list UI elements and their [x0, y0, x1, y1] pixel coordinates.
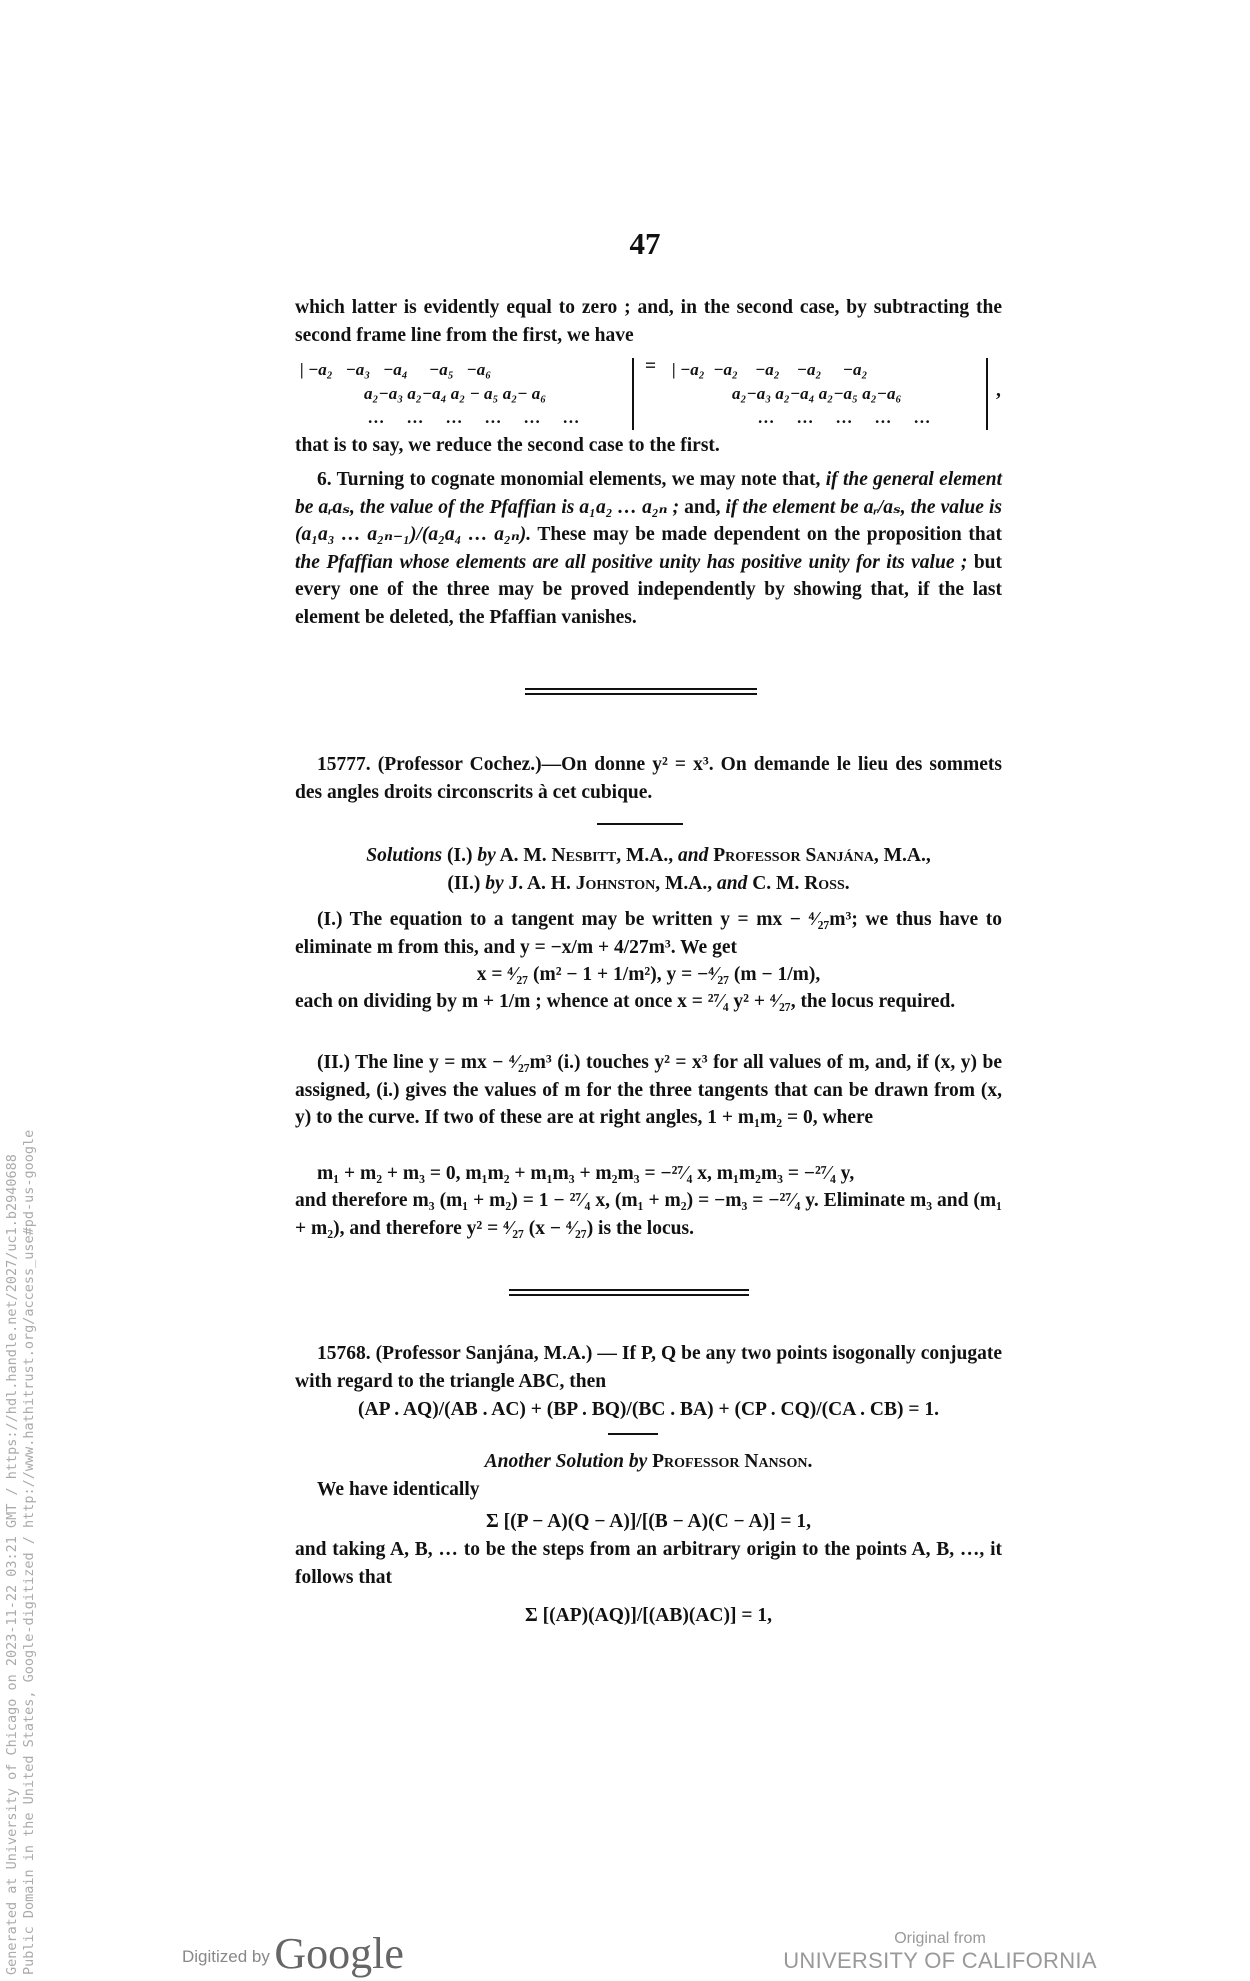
credit-text: Professor Nanson.: [647, 1451, 813, 1472]
question-text: (Professor Sanjána, M.A.) — If P, Q be any two points isogonally conjugate with regard to the triangle ABC, then: [295, 1343, 1002, 1392]
equation: Σ [(AP)(AQ)]/[(AB)(AC)] = 1,: [525, 1605, 772, 1626]
solution-1-cont: each on dividing by m + 1/m ; whence at once x = ²⁷⁄₄ y² + ⁴⁄₂₇, the locus required.: [295, 991, 956, 1012]
text: and,: [679, 496, 726, 518]
credit-text: Professor Sanjána, M.A.,: [708, 845, 931, 866]
solution-2-cont: and therefore m₃ (m₁ + m₂) = 1 − ²⁷⁄₄ x, (m₁ + m₂) = −m₃ = −²⁷⁄₄ y. Eliminate m₃ and (m₁ + m₂), and therefore y² = ⁴⁄₂₇ (x − ⁴⁄₂₇) is the locus.: [295, 1190, 1002, 1239]
italic-text: the Pfaffian whose elements are all positive unity has positive unity for its value ;: [295, 551, 968, 573]
det-bar: [986, 358, 988, 430]
short-rule: [608, 1433, 658, 1435]
equation: Σ [(P − A)(Q − A)]/[(B − A)(C − A)] = 1,: [485, 1511, 812, 1532]
page-number: 47: [629, 226, 661, 261]
question-number: 15777.: [317, 754, 371, 775]
solution-2: (II.) The line y = mx − ⁴⁄₂₇m³ (i.) touches y² = x³ for all values of m, and, if (x, y) be assigned, (i.) gives the values of m for the three tangents that can be drawn from (x, y) to the curve. If two of these are at right angles, 1 + m₁m₂ = 0, where: [295, 1052, 1002, 1129]
italic-text: if the general element be aᵣaₛ, the value of the Pfaffian is a₁a₂ … a₂ₙ ;: [295, 469, 1002, 518]
equation: (AP . AQ)/(AB . AC) + (BP . BQ)/(BC . BA) + (CP . CQ)/(CA . CB) = 1.: [358, 1399, 939, 1420]
paragraph: and taking A, B, … to be the steps from an arbitrary origin to the points A, B, …, it follows that: [295, 1539, 1002, 1588]
credit-text: and: [716, 872, 748, 894]
credit-text: Solutions: [366, 845, 443, 866]
watermark-line: Generated at University of Chicago on 2023-11-22 03:21 GMT / https://hdl.handle.net/2027/uc1.b2940688: [4, 1154, 20, 1975]
short-rule: [597, 823, 683, 825]
original-from-text: Original from: [894, 1930, 986, 1947]
paragraph: We have identically: [317, 1479, 480, 1500]
question-number: 15768.: [317, 1343, 371, 1364]
det-row: a₂−a₃ a₂−a₄ a₂ − a₅ a₂− a₆: [364, 384, 547, 403]
det-row: | −a₂ −a₃ −a₄ −a₅ −a₆: [300, 360, 492, 379]
text: These may be made dependent on the proposition that: [531, 524, 1002, 546]
paragraph: that is to say, we reduce the second case to the first.: [295, 435, 720, 456]
equation: m₁ + m₂ + m₃ = 0, m₁m₂ + m₁m₃ + m₂m₃ = −²⁷⁄₄ x, m₁m₂m₃ = −²⁷⁄₄ y,: [317, 1163, 855, 1184]
credit-text: by: [485, 872, 504, 894]
det-row: a₂−a₃ a₂−a₄ a₂−a₅ a₂−a₆: [732, 384, 902, 403]
credit-text: and: [677, 845, 709, 866]
det-row: … … … … …: [758, 408, 932, 427]
watermark: [4, 1130, 38, 1975]
det-row: … … … … … …: [368, 408, 581, 427]
google-digitized-logo: [182, 1928, 404, 1979]
credit-text: (I.): [442, 845, 478, 866]
digitized-by-text: Digitized by: [182, 1947, 270, 1966]
google-logo: Google: [274, 1929, 404, 1978]
credit-text: J. A. H. Johnston, M.A.,: [503, 872, 717, 894]
section-divider: [525, 688, 757, 695]
credit-text: A. M. Nesbitt, M.A.,: [495, 845, 678, 866]
paragraph-continuation: which latter is evidently equal to zero ; and, in the second case, by subtracting the second frame line from the first, we have: [295, 297, 1002, 346]
credit-text: (II.): [447, 872, 486, 894]
credit-text: C. M. Ross.: [747, 872, 850, 894]
italic-text: if the element be aᵣ/aₛ, the value is (a₁a₃ … a₂ₙ₋₁)/(a₂a₄ … a₂ₙ).: [295, 496, 1002, 546]
text: but every one of the three may be proved independently by showing that, if the last element be deleted, the Pfaffian vanishes.: [295, 551, 1002, 628]
paragraph-6: [295, 466, 1002, 632]
question-text: (Professor Cochez.)—On donne y² = x³. On demande le lieu des sommets des angles droits circonscrits à cet cubique.: [295, 754, 1002, 803]
comma: ,: [996, 380, 1001, 401]
equals-sign: =: [645, 356, 657, 377]
section-divider: [509, 1289, 749, 1296]
institution-name: UNIVERSITY OF CALIFORNIA: [783, 1948, 1097, 1973]
text: 6. Turning to cognate monomial elements, we may note that,: [317, 469, 826, 490]
solution-credits: [295, 842, 1002, 897]
question-15768: [295, 1340, 1002, 1395]
question-15777: [295, 751, 1002, 806]
det-bar: [632, 358, 634, 430]
equation: x = ⁴⁄₂₇ (m² − 1 + 1/m²), y = −⁴⁄₂₇ (m − 1/m),: [476, 964, 821, 985]
watermark-line: Public Domain in the United States, Google-digitized / http://www.hathitrust.org/access_use#pd-us-google: [21, 1129, 37, 1975]
det-row: | −a₂ −a₂ −a₂ −a₂ −a₂: [672, 360, 868, 379]
solution-1: (I.) The equation to a tangent may be written y = mx − ⁴⁄₂₇m³; we thus have to eliminate m from this, and y = −x/m + 4/27m³. We get: [295, 909, 1002, 958]
credit-text: Another Solution by: [484, 1451, 648, 1472]
credit-text: by: [477, 845, 496, 866]
solution-credit: [295, 1448, 1002, 1476]
original-source: [780, 1930, 1100, 1974]
